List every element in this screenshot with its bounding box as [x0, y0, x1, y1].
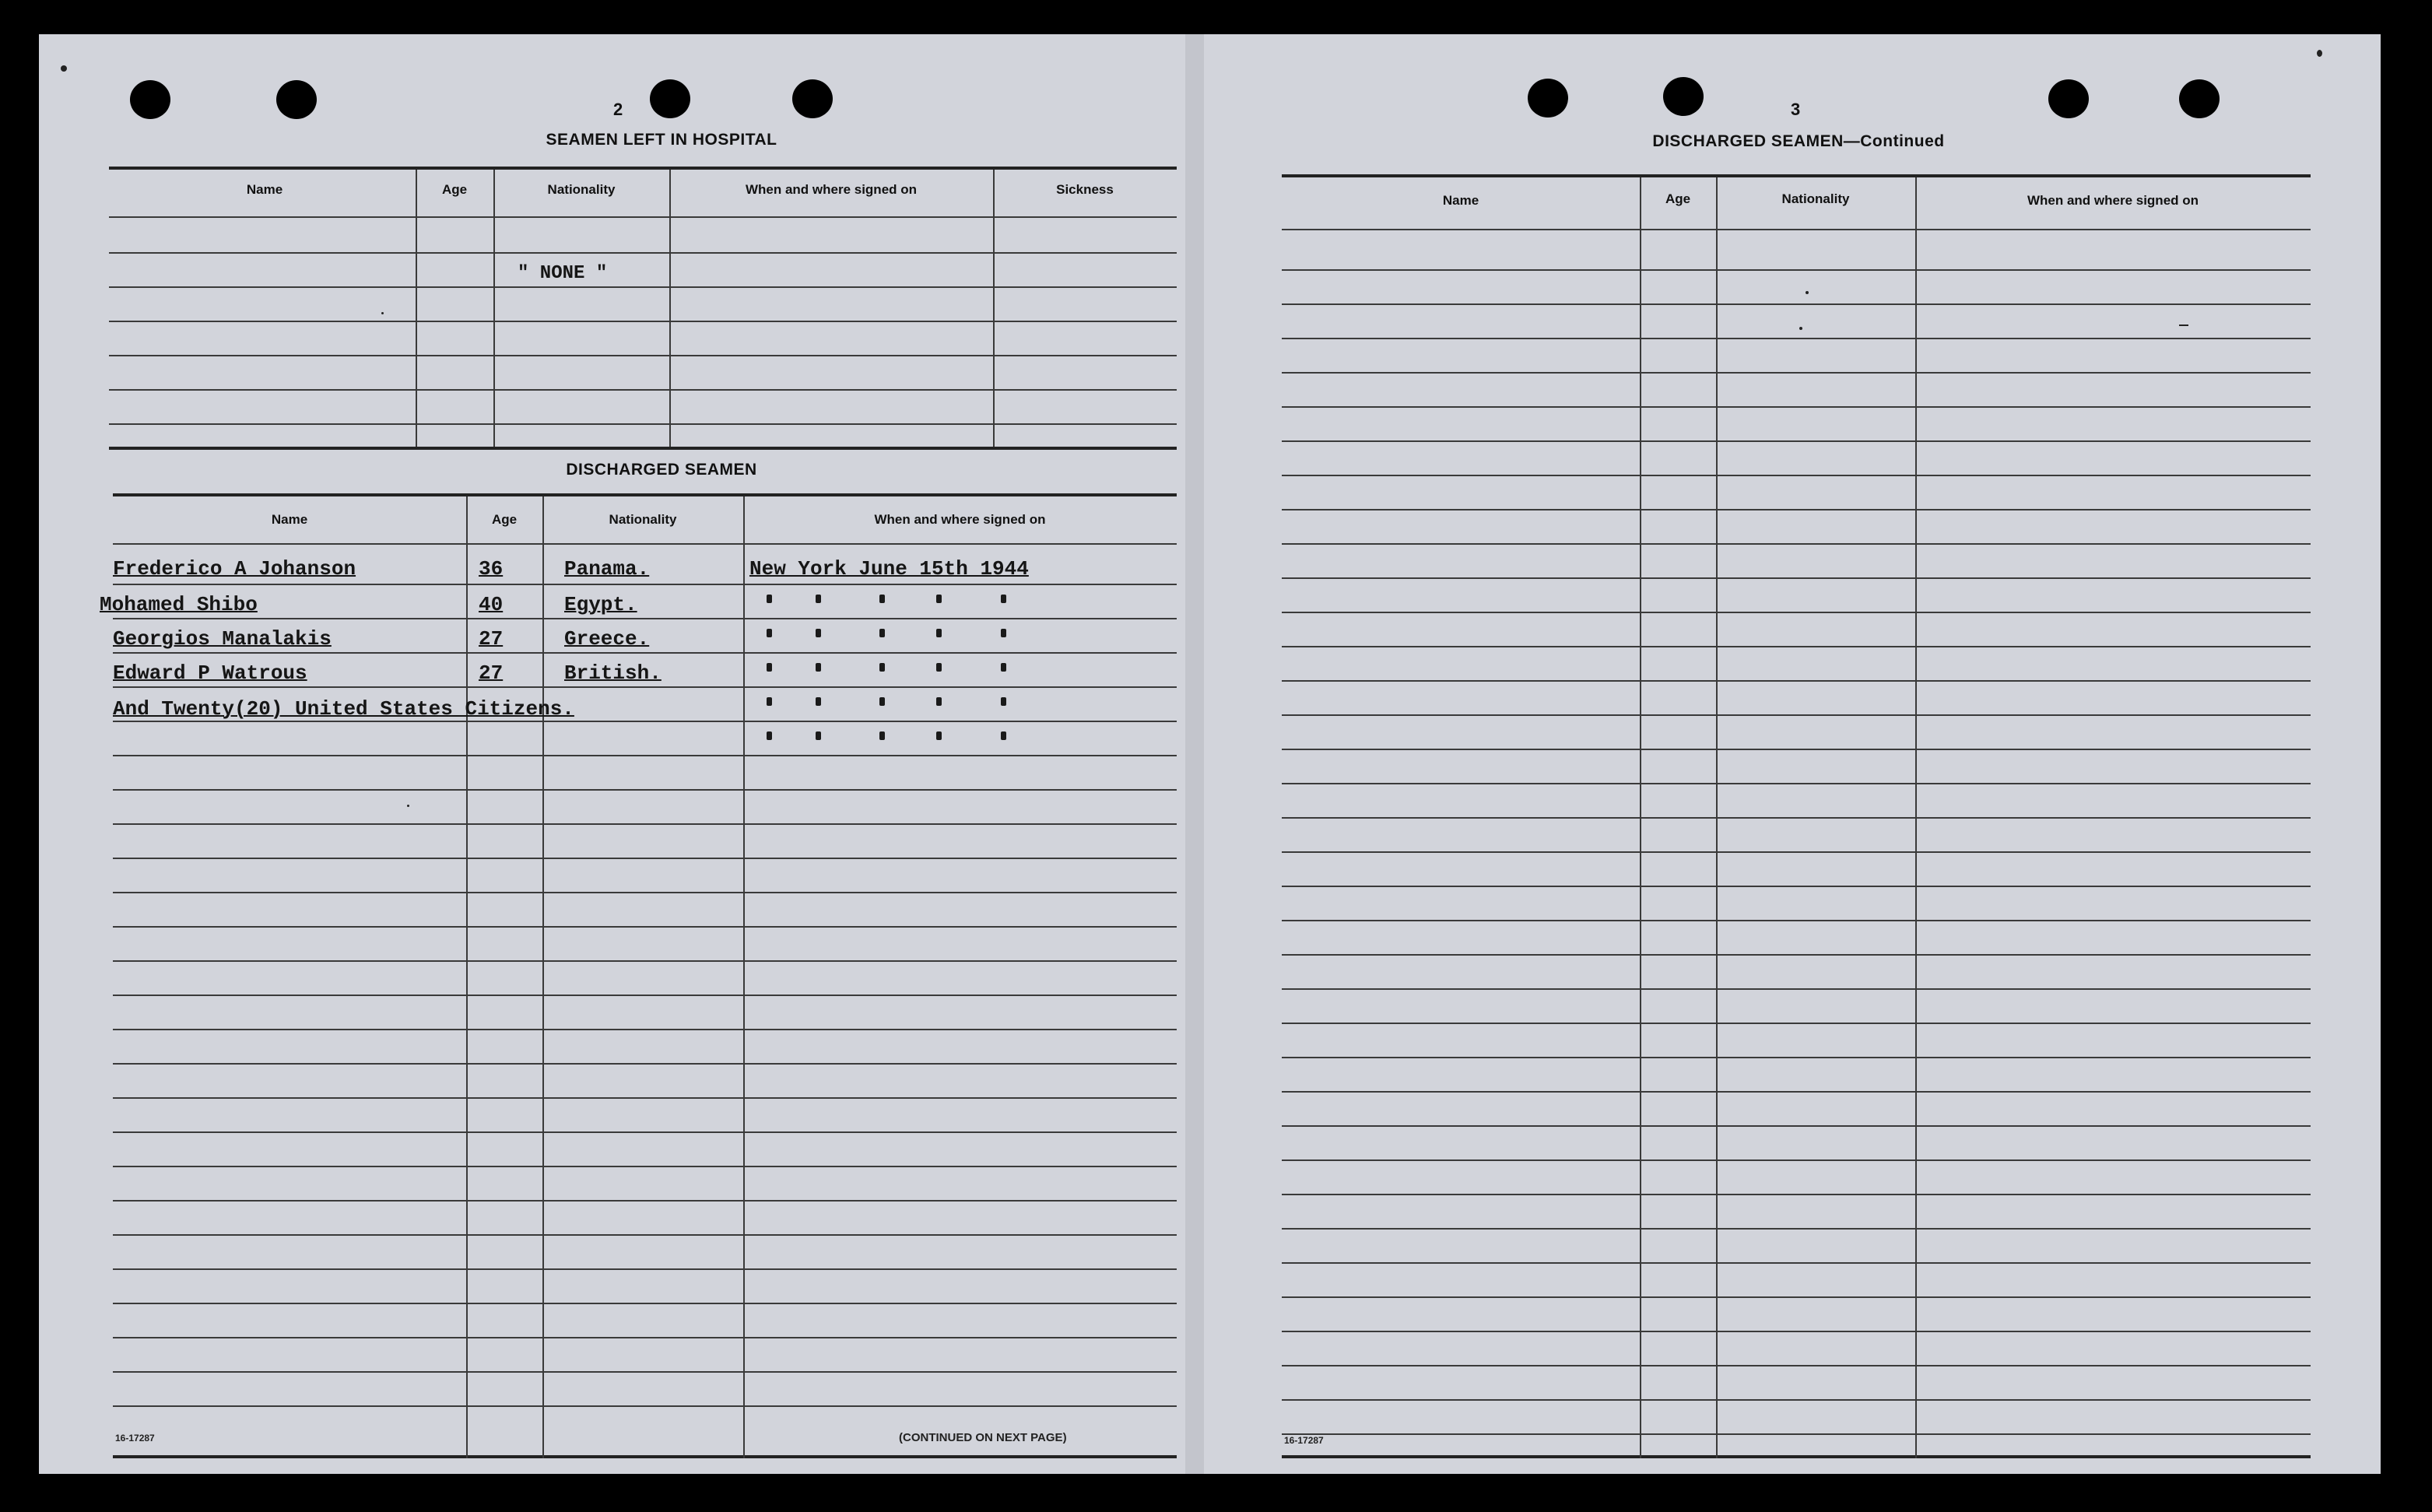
ditto-mark — [879, 663, 885, 672]
table-rule — [113, 1371, 1177, 1373]
punch-hole — [2179, 79, 2220, 118]
col-divider — [1640, 177, 1641, 1458]
table-rule — [113, 1200, 1177, 1202]
table-rule — [1282, 817, 2311, 819]
ditto-mark — [1001, 697, 1006, 706]
table-rule — [1282, 749, 2311, 750]
summary-row: And Twenty(20) United States Citizens. — [113, 697, 574, 721]
seaman-nationality: British. — [564, 661, 662, 685]
ditto-mark — [879, 731, 885, 740]
ditto-mark — [816, 663, 821, 672]
table-rule — [113, 543, 1177, 545]
table-rule — [109, 216, 1177, 218]
col-divider — [669, 170, 671, 447]
seaman-age: 40 — [479, 593, 504, 616]
seaman-name: Edward P Watrous — [113, 661, 307, 685]
table-rule — [113, 892, 1177, 893]
col-divider — [466, 496, 468, 1458]
table-rule — [109, 167, 1177, 170]
table-rule — [1282, 1331, 2311, 1332]
table-rule — [1282, 577, 2311, 579]
form-number: 16-17287 — [1284, 1435, 1324, 1446]
ditto-mark — [936, 731, 942, 740]
col-header-nationality: Nationality — [1781, 191, 1850, 206]
table-rule — [1282, 269, 2311, 271]
table-rule — [113, 995, 1177, 996]
table-rule — [1282, 509, 2311, 510]
table-rule — [109, 447, 1177, 450]
ditto-mark — [1001, 663, 1006, 672]
table-rule — [1282, 440, 2311, 442]
ditto-mark — [1001, 595, 1006, 603]
table-rule — [1282, 714, 2311, 716]
ditto-mark — [767, 731, 772, 740]
col-divider — [993, 170, 995, 447]
table-rule — [1282, 406, 2311, 408]
col-header-signed-on: When and where signed on — [745, 182, 918, 197]
seaman-name: Frederico A Johanson — [113, 557, 356, 581]
table-rule — [113, 721, 1177, 722]
table-rule — [1282, 1228, 2311, 1230]
discharged-section-title: DISCHARGED SEAMEN — [566, 461, 757, 479]
scan-speck — [2179, 325, 2188, 326]
table-rule — [113, 858, 1177, 859]
table-rule — [1282, 1433, 2311, 1435]
ditto-mark — [936, 629, 942, 637]
col-divider — [493, 170, 495, 447]
table-rule — [1282, 1365, 2311, 1366]
table-rule — [1282, 1194, 2311, 1195]
table-rule — [113, 1455, 1177, 1458]
seaman-signed-on: New York June 15th 1944 — [749, 557, 1029, 581]
ditto-mark — [936, 663, 942, 672]
hospital-section-title: SEAMEN LEFT IN HOSPITAL — [546, 131, 777, 149]
table-rule — [1282, 1125, 2311, 1127]
punch-hole — [650, 79, 690, 118]
table-rule — [113, 1063, 1177, 1065]
page-number: 3 — [1791, 100, 1801, 119]
seaman-nationality: Greece. — [564, 627, 650, 651]
col-divider — [1716, 177, 1718, 1458]
ditto-mark — [767, 595, 772, 603]
table-rule — [113, 823, 1177, 825]
punch-hole — [1663, 77, 1704, 116]
table-rule — [1282, 338, 2311, 339]
table-rule — [113, 960, 1177, 962]
punch-hole — [1528, 79, 1568, 118]
col-header-age: Age — [1665, 191, 1691, 206]
col-divider — [416, 170, 417, 447]
table-rule — [1282, 1023, 2311, 1024]
ditto-mark — [1001, 731, 1006, 740]
table-rule — [113, 1234, 1177, 1236]
table-rule — [109, 321, 1177, 322]
table-rule — [113, 755, 1177, 756]
seaman-age: 36 — [479, 557, 504, 581]
table-rule — [1282, 543, 2311, 545]
table-rule — [109, 286, 1177, 288]
table-rule — [1282, 1091, 2311, 1093]
table-rule — [1282, 475, 2311, 476]
ditto-mark — [879, 629, 885, 637]
table-rule — [1282, 174, 2311, 177]
punch-hole — [2048, 79, 2089, 118]
col-header-name: Name — [271, 512, 308, 527]
ditto-mark — [767, 629, 772, 637]
ditto-mark — [816, 595, 821, 603]
discharged-continued-title: DISCHARGED SEAMEN—Continued — [1652, 132, 1945, 150]
col-header-name: Name — [1442, 193, 1479, 208]
seaman-age: 27 — [479, 627, 504, 651]
col-divider — [743, 496, 745, 1458]
punch-hole — [130, 80, 170, 119]
ditto-mark — [936, 595, 942, 603]
table-rule — [113, 1166, 1177, 1167]
table-rule — [1282, 680, 2311, 682]
page-gutter — [1185, 34, 1204, 1474]
ditto-mark — [767, 663, 772, 672]
col-header-signed-on: When and where signed on — [2027, 193, 2199, 208]
table-rule — [113, 926, 1177, 928]
table-rule — [1282, 1399, 2311, 1401]
col-header-signed-on: When and where signed on — [874, 512, 1046, 527]
scan-speck — [407, 805, 409, 807]
scan-speck — [1799, 327, 1802, 330]
table-rule — [1282, 851, 2311, 853]
table-rule — [1282, 612, 2311, 613]
ditto-mark — [1001, 629, 1006, 637]
table-rule — [113, 1405, 1177, 1407]
col-header-nationality: Nationality — [547, 182, 616, 197]
punch-hole — [792, 79, 833, 118]
table-rule — [1282, 646, 2311, 647]
seaman-age: 27 — [479, 661, 504, 685]
table-rule — [1282, 783, 2311, 784]
ditto-mark — [816, 629, 821, 637]
seaman-name: Mohamed Shibo — [100, 593, 258, 616]
table-rule — [1282, 886, 2311, 887]
page-number: 2 — [613, 100, 623, 119]
table-rule — [109, 355, 1177, 356]
col-header-age: Age — [441, 182, 468, 197]
col-divider — [1915, 177, 1917, 1458]
col-header-name: Name — [246, 182, 283, 197]
ditto-mark — [816, 731, 821, 740]
continued-note: (CONTINUED ON NEXT PAGE) — [899, 1431, 1067, 1444]
hospital-none-entry: " NONE " — [518, 263, 608, 284]
table-rule — [109, 252, 1177, 254]
table-rule — [1282, 920, 2311, 921]
table-rule — [1282, 1057, 2311, 1058]
table-rule — [109, 423, 1177, 425]
right-page — [1204, 34, 2381, 1474]
table-rule — [1282, 954, 2311, 956]
table-rule — [113, 789, 1177, 791]
table-rule — [1282, 372, 2311, 374]
table-rule — [1282, 1455, 2311, 1458]
table-rule — [113, 1131, 1177, 1133]
table-rule — [109, 389, 1177, 391]
table-rule — [1282, 229, 2311, 230]
ditto-mark — [879, 595, 885, 603]
table-rule — [113, 1303, 1177, 1304]
punch-hole — [276, 80, 317, 119]
ditto-mark — [767, 697, 772, 706]
form-number: 16-17287 — [115, 1433, 155, 1444]
table-rule — [113, 618, 1177, 619]
seaman-nationality: Panama. — [564, 557, 650, 581]
scan-speck — [2317, 50, 2322, 57]
ditto-mark — [936, 697, 942, 706]
table-rule — [113, 493, 1177, 496]
seaman-nationality: Egypt. — [564, 593, 637, 616]
table-rule — [113, 1337, 1177, 1338]
scan-speck — [381, 312, 384, 314]
table-rule — [1282, 1159, 2311, 1161]
table-rule — [113, 584, 1177, 585]
seaman-name: Georgios Manalakis — [113, 627, 332, 651]
col-header-sickness: Sickness — [1056, 182, 1114, 197]
table-rule — [113, 1268, 1177, 1270]
table-rule — [113, 686, 1177, 688]
ditto-mark — [816, 697, 821, 706]
table-rule — [113, 652, 1177, 654]
table-rule — [1282, 1296, 2311, 1298]
col-header-age: Age — [491, 512, 518, 527]
col-divider — [542, 496, 544, 1458]
table-rule — [1282, 988, 2311, 990]
scan-speck — [1806, 291, 1809, 294]
table-rule — [113, 1097, 1177, 1099]
scan-speck — [61, 65, 67, 72]
ditto-mark — [879, 697, 885, 706]
table-rule — [1282, 1262, 2311, 1264]
table-rule — [1282, 303, 2311, 305]
col-header-nationality: Nationality — [609, 512, 677, 527]
left-page — [39, 34, 1185, 1474]
table-rule — [113, 1029, 1177, 1030]
